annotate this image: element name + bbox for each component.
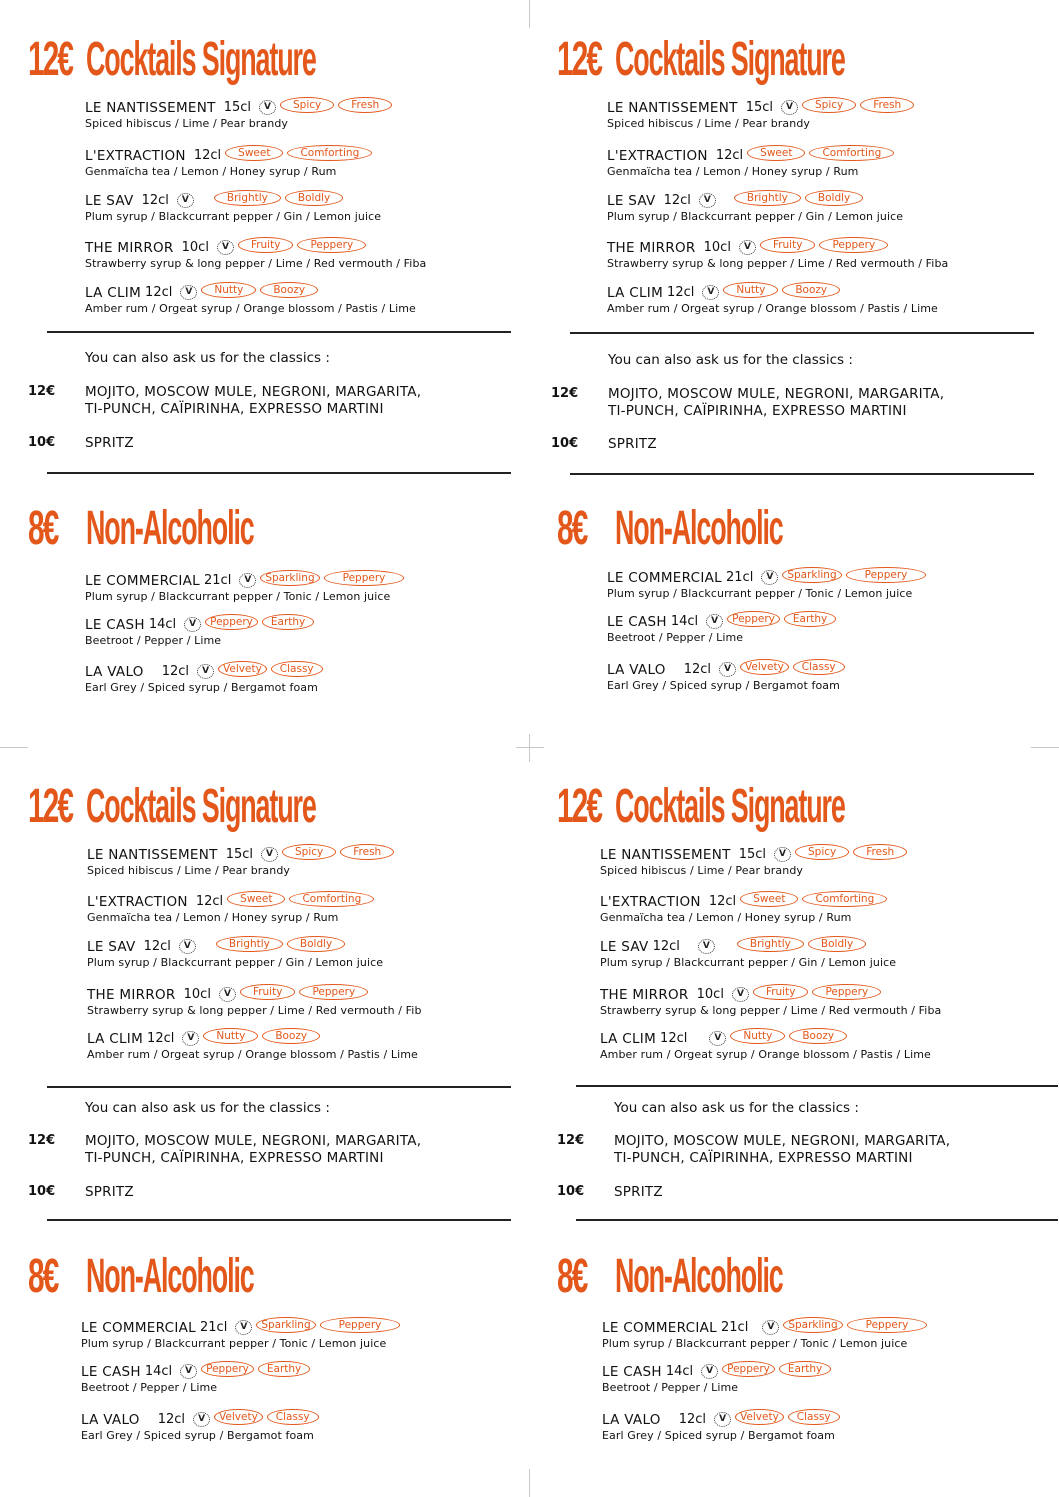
drink-name: LE NANTISSEMENT [85, 99, 216, 116]
drink-volume: 12cl [195, 894, 224, 909]
tag: Sweet [740, 891, 798, 907]
drink-volume: 12cl [660, 1031, 688, 1046]
drink-le-sav [600, 937, 896, 969]
drink-volume: 21cl [204, 573, 232, 588]
tag: Peppery [812, 984, 881, 1000]
drink-volume: 12cl [193, 148, 222, 163]
tag: Sparkling [260, 570, 319, 586]
tag: Sparkling [782, 567, 841, 583]
drink-ingredients: Spiced hibiscus / Lime / Pear brandy [607, 117, 811, 130]
drink-ingredients: Beetroot / Pepper / Lime [607, 631, 744, 644]
drink-name: LA CLIM [607, 284, 664, 301]
tag: Nutty [723, 282, 778, 298]
drink-name: LE COMMERCIAL [607, 569, 722, 586]
drink-name: L'EXTRACTION [85, 147, 186, 164]
drink-l-extraction [600, 892, 887, 924]
classic-price: 10€ [28, 1184, 56, 1199]
non-alcoholic-title: Non-Alcoholic [86, 502, 254, 555]
drink-the-mirror [85, 238, 426, 270]
vegan-icon: V [761, 570, 778, 585]
vegan-icon: V [180, 1364, 197, 1379]
drink-volume: 10cl [703, 240, 731, 255]
drink-volume: 10cl [181, 240, 209, 255]
drink-ingredients: Strawberry syrup & long pepper / Lime / Red vermouth / Fiba [600, 1004, 942, 1017]
drink-ingredients: Genmaïcha tea / Lemon / Honey syrup / Rum [87, 911, 339, 924]
drink-le-nantissement [85, 98, 392, 130]
tag: Boldly [285, 190, 343, 206]
vegan-icon: V [179, 939, 196, 954]
tag: Peppery [324, 570, 405, 586]
tag: Sweet [227, 891, 285, 907]
divider [576, 1219, 1058, 1221]
drink-le-cash [602, 1362, 831, 1394]
tag: Velvety [735, 1409, 784, 1425]
tag: Fruity [238, 237, 294, 253]
tag: Velvety [740, 659, 789, 675]
drink-ingredients: Plum syrup / Blackcurrant pepper / Gin / Lemon juice [600, 956, 897, 969]
tag: Peppery [297, 237, 366, 253]
drink-la-clim [607, 283, 938, 315]
divider [570, 473, 1034, 475]
drink-volume: 12cl [708, 894, 737, 909]
classic-drinks: MOJITO, MOSCOW MULE, NEGRONI, MARGARITA, TI-PUNCH, CAÏPIRINHA, EXPRESSO MARTINI [608, 386, 945, 419]
drink-ingredients: Strawberry syrup & long pepper / Lime / Red vermouth / Fib [87, 1004, 422, 1017]
drink-la-clim [600, 1029, 931, 1061]
tag: Velvety [218, 661, 267, 677]
divider [47, 1086, 511, 1088]
tag: Earthy [784, 611, 836, 627]
vegan-icon: V [709, 1031, 726, 1046]
tag: Peppery [299, 984, 368, 1000]
drink-volume: 10cl [696, 987, 724, 1002]
vegan-icon: V [762, 1320, 779, 1335]
tag: Comforting [809, 145, 894, 161]
classic-price: 12€ [557, 1133, 585, 1148]
drink-ingredients: Genmaïcha tea / Lemon / Honey syrup / Rum [600, 911, 852, 924]
drink-name: LE SAV [607, 192, 656, 209]
tag: Brightly [737, 936, 804, 952]
divider [576, 1085, 1058, 1087]
drink-name: THE MIRROR [85, 239, 174, 256]
non-alcoholic-title: Non-Alcoholic [86, 1250, 254, 1303]
menu-card-top-left [0, 0, 529, 748]
vegan-icon: V [702, 285, 719, 300]
classics-intro: You can also ask us for the classics : [608, 352, 853, 368]
tag: Fresh [338, 97, 392, 113]
drink-volume: 14cl [148, 617, 177, 632]
drink-volume: 12cl [145, 285, 173, 300]
drink-ingredients: Plum syrup / Blackcurrant pepper / Tonic / Lemon juice [602, 1337, 908, 1350]
signature-title: Cocktails Signature [615, 33, 845, 86]
drink-name: LA VALO [607, 661, 666, 678]
drink-volume: 12cl [161, 664, 190, 679]
drink-le-commercial [607, 568, 926, 600]
drink-la-clim [87, 1029, 418, 1061]
tag: Peppery [847, 1317, 928, 1333]
drink-name: LA CLIM [85, 284, 142, 301]
drink-le-commercial [602, 1318, 927, 1350]
tag: Boldly [808, 936, 866, 952]
vegan-icon: V [177, 193, 194, 208]
classic-drinks: SPRITZ [614, 1184, 663, 1200]
classic-price: 10€ [557, 1184, 585, 1199]
drink-name: THE MIRROR [87, 986, 176, 1003]
drink-le-cash [607, 612, 836, 644]
drink-ingredients: Plum syrup / Blackcurrant pepper / Tonic / Lemon juice [81, 1337, 387, 1350]
non-alcoholic-title: Non-Alcoholic [615, 1250, 783, 1303]
drink-le-sav [87, 937, 383, 969]
drink-le-nantissement [87, 845, 394, 877]
drink-name: LA CLIM [87, 1030, 144, 1047]
tag: Classy [271, 661, 323, 677]
vegan-icon: V [714, 1412, 731, 1427]
drink-ingredients: Spiced hibiscus / Lime / Pear brandy [85, 117, 289, 130]
vegan-icon: V [732, 987, 749, 1002]
drink-volume: 12cl [157, 1412, 186, 1427]
vegan-icon: V [774, 847, 791, 862]
tag: Spicy [802, 97, 856, 113]
drink-ingredients: Genmaïcha tea / Lemon / Honey syrup / Rum [607, 165, 859, 178]
drink-ingredients: Plum syrup / Blackcurrant pepper / Tonic / Lemon juice [607, 587, 913, 600]
classic-drinks: MOJITO, MOSCOW MULE, NEGRONI, MARGARITA, TI-PUNCH, CAÏPIRINHA, EXPRESSO MARTINI [614, 1133, 951, 1166]
drink-ingredients: Beetroot / Pepper / Lime [602, 1381, 739, 1394]
drink-ingredients: Plum syrup / Blackcurrant pepper / Gin / Lemon juice [87, 956, 384, 969]
signature-title: Cocktails Signature [615, 780, 845, 833]
divider [570, 332, 1034, 334]
classic-price: 10€ [28, 435, 56, 450]
drink-la-valo [602, 1410, 840, 1442]
tag: Boozy [789, 1028, 847, 1044]
drink-name: L'EXTRACTION [87, 893, 188, 910]
drink-ingredients: Amber rum / Orgeat syrup / Orange blossom / Pastis / Lime [600, 1048, 931, 1061]
non-alcoholic-price: 8€ [28, 502, 58, 555]
drink-la-clim [85, 283, 416, 315]
drink-name: LE NANTISSEMENT [87, 846, 218, 863]
classic-drinks: SPRITZ [85, 1184, 134, 1200]
drink-volume: 21cl [200, 1320, 228, 1335]
drink-name: LE COMMERCIAL [85, 572, 200, 589]
drink-name: LE CASH [81, 1363, 141, 1380]
tag: Earthy [258, 1361, 310, 1377]
drink-name: LA VALO [85, 663, 144, 680]
drink-name: LE NANTISSEMENT [607, 99, 738, 116]
tag: Peppery [201, 1361, 254, 1377]
drink-ingredients: Plum syrup / Blackcurrant pepper / Gin / Lemon juice [607, 210, 904, 223]
drink-volume: 21cl [721, 1320, 749, 1335]
tag: Brightly [216, 936, 283, 952]
drink-ingredients: Spiced hibiscus / Lime / Pear brandy [87, 864, 291, 877]
tag: Brightly [734, 190, 801, 206]
tag: Peppery [320, 1317, 401, 1333]
vegan-icon: V [259, 100, 276, 115]
drink-volume: 12cl [147, 1031, 175, 1046]
vegan-icon: V [235, 1320, 252, 1335]
drink-volume: 12cl [683, 662, 712, 677]
drink-the-mirror [607, 238, 948, 270]
vegan-icon: V [182, 1031, 199, 1046]
classic-price: 12€ [28, 384, 56, 399]
tag: Boozy [262, 1028, 320, 1044]
vegan-icon: V [701, 1364, 718, 1379]
drink-l-extraction [85, 146, 372, 178]
drink-volume: 12cl [667, 285, 695, 300]
drink-name: LE COMMERCIAL [81, 1319, 196, 1336]
vegan-icon: V [781, 100, 798, 115]
drink-volume: 15cl [223, 100, 252, 115]
classics-intro: You can also ask us for the classics : [614, 1100, 859, 1116]
drink-name: LE SAV [85, 192, 134, 209]
tag: Fresh [860, 97, 914, 113]
drink-le-commercial [81, 1318, 400, 1350]
classics-intro: You can also ask us for the classics : [85, 1100, 330, 1116]
drink-volume: 14cl [665, 1364, 694, 1379]
drink-ingredients: Plum syrup / Blackcurrant pepper / Gin / Lemon juice [85, 210, 382, 223]
drink-ingredients: Beetroot / Pepper / Lime [81, 1381, 218, 1394]
drink-volume: 15cl [745, 100, 774, 115]
tag: Sweet [747, 145, 805, 161]
tag: Boldly [805, 190, 863, 206]
classic-drinks: MOJITO, MOSCOW MULE, NEGRONI, MARGARITA, TI-PUNCH, CAÏPIRINHA, EXPRESSO MARTINI [85, 1133, 422, 1166]
tag: Comforting [289, 891, 374, 907]
drink-volume: 12cl [141, 193, 169, 208]
tag: Earthy [262, 614, 314, 630]
drink-ingredients: Strawberry syrup & long pepper / Lime / Red vermouth / Fiba [85, 257, 427, 270]
non-alcoholic-title: Non-Alcoholic [615, 502, 783, 555]
signature-price: 12€ [557, 33, 602, 86]
drink-ingredients: Earl Grey / Spiced syrup / Bergamot foam [602, 1429, 835, 1442]
tag: Sparkling [783, 1317, 842, 1333]
drink-name: LE CASH [602, 1363, 662, 1380]
tag: Fruity [240, 984, 296, 1000]
drink-the-mirror [87, 985, 422, 1017]
tag: Sweet [225, 145, 283, 161]
drink-name: LE NANTISSEMENT [600, 846, 731, 863]
drink-name: THE MIRROR [600, 986, 689, 1003]
drink-volume: 15cl [225, 847, 254, 862]
drink-ingredients: Strawberry syrup & long pepper / Lime / Red vermouth / Fiba [607, 257, 949, 270]
tag: Earthy [779, 1361, 831, 1377]
classic-drinks: SPRITZ [85, 435, 134, 451]
drink-le-sav [85, 191, 381, 223]
tag: Peppery [722, 1361, 775, 1377]
tag: Nutty [730, 1028, 785, 1044]
tag: Fresh [340, 844, 394, 860]
drink-le-sav [607, 191, 903, 223]
drink-name: L'EXTRACTION [607, 147, 708, 164]
divider [47, 472, 511, 474]
menu-card-top-right [529, 0, 1058, 748]
signature-price: 12€ [28, 33, 73, 86]
tag: Comforting [287, 145, 372, 161]
vegan-icon: V [219, 987, 236, 1002]
menu-card-bottom-right [529, 748, 1058, 1496]
tag: Boozy [782, 282, 840, 298]
classic-price: 10€ [551, 436, 579, 451]
drink-le-nantissement [607, 98, 914, 130]
drink-the-mirror [600, 985, 941, 1017]
drink-ingredients: Genmaïcha tea / Lemon / Honey syrup / Rum [85, 165, 337, 178]
divider [47, 331, 511, 333]
drink-le-cash [85, 615, 314, 647]
tag: Spicy [280, 97, 334, 113]
drink-volume: 14cl [670, 614, 699, 629]
tag: Classy [793, 659, 845, 675]
drink-le-cash [81, 1362, 310, 1394]
drink-name: THE MIRROR [607, 239, 696, 256]
drink-name: LE SAV [600, 938, 649, 955]
vegan-icon: V [217, 240, 234, 255]
drink-ingredients: Earl Grey / Spiced syrup / Bergamot foam [607, 679, 840, 692]
tag: Sparkling [256, 1317, 315, 1333]
drink-l-extraction [607, 146, 894, 178]
tag: Spicy [795, 844, 849, 860]
drink-volume: 10cl [183, 987, 211, 1002]
tag: Comforting [802, 891, 887, 907]
drink-name: LE COMMERCIAL [602, 1319, 717, 1336]
divider [47, 1219, 511, 1221]
drink-l-extraction [87, 892, 374, 924]
vegan-icon: V [719, 662, 736, 677]
classic-drinks: SPRITZ [608, 436, 657, 452]
vegan-icon: V [184, 617, 201, 632]
drink-name: LE SAV [87, 938, 136, 955]
vegan-icon: V [698, 939, 715, 954]
tag: Peppery [846, 567, 927, 583]
drink-ingredients: Earl Grey / Spiced syrup / Bergamot foam [85, 681, 318, 694]
tag: Peppery [727, 611, 780, 627]
tag: Nutty [203, 1028, 258, 1044]
drink-ingredients: Plum syrup / Blackcurrant pepper / Tonic / Lemon juice [85, 590, 391, 603]
vegan-icon: V [261, 847, 278, 862]
classic-price: 12€ [551, 386, 579, 401]
classic-drinks: MOJITO, MOSCOW MULE, NEGRONI, MARGARITA, TI-PUNCH, CAÏPIRINHA, EXPRESSO MARTINI [85, 384, 422, 417]
drink-volume: 12cl [678, 1412, 707, 1427]
drink-name: LA VALO [602, 1411, 661, 1428]
drink-volume: 15cl [738, 847, 767, 862]
vegan-icon: V [193, 1412, 210, 1427]
drink-ingredients: Amber rum / Orgeat syrup / Orange blossom / Pastis / Lime [607, 302, 938, 315]
non-alcoholic-price: 8€ [28, 1250, 58, 1303]
drink-volume: 12cl [143, 939, 171, 954]
drink-volume: 21cl [726, 570, 754, 585]
signature-title: Cocktails Signature [86, 780, 316, 833]
tag: Velvety [214, 1409, 263, 1425]
tag: Spicy [282, 844, 336, 860]
tag: Peppery [819, 237, 888, 253]
drink-ingredients: Amber rum / Orgeat syrup / Orange blossom / Pastis / Lime [85, 302, 416, 315]
drink-la-valo [607, 660, 845, 692]
tag: Peppery [205, 614, 258, 630]
drink-ingredients: Earl Grey / Spiced syrup / Bergamot foam [81, 1429, 314, 1442]
tag: Fruity [760, 237, 816, 253]
signature-title: Cocktails Signature [86, 33, 316, 86]
non-alcoholic-price: 8€ [557, 1250, 587, 1303]
drink-name: LA CLIM [600, 1030, 657, 1047]
drink-le-commercial [85, 571, 404, 603]
tag: Classy [788, 1409, 840, 1425]
drink-name: LE CASH [85, 616, 145, 633]
drink-name: LA VALO [81, 1411, 140, 1428]
drink-la-valo [81, 1410, 319, 1442]
drink-volume: 14cl [144, 1364, 173, 1379]
classics-intro: You can also ask us for the classics : [85, 350, 330, 366]
vegan-icon: V [739, 240, 756, 255]
drink-volume: 12cl [652, 939, 680, 954]
drink-ingredients: Spiced hibiscus / Lime / Pear brandy [600, 864, 804, 877]
drink-ingredients: Beetroot / Pepper / Lime [85, 634, 222, 647]
drink-volume: 12cl [663, 193, 691, 208]
drink-volume: 12cl [715, 148, 744, 163]
drink-name: LE CASH [607, 613, 667, 630]
drink-la-valo [85, 662, 323, 694]
drink-le-nantissement [600, 845, 907, 877]
vegan-icon: V [239, 573, 256, 588]
vegan-icon: V [706, 614, 723, 629]
tag: Fresh [853, 844, 907, 860]
drink-name: L'EXTRACTION [600, 893, 701, 910]
tag: Boozy [260, 282, 318, 298]
tag: Nutty [201, 282, 256, 298]
tag: Fruity [753, 984, 809, 1000]
drink-ingredients: Amber rum / Orgeat syrup / Orange blossom / Pastis / Lime [87, 1048, 418, 1061]
tag: Boldly [287, 936, 345, 952]
signature-price: 12€ [557, 780, 602, 833]
tag: Classy [267, 1409, 319, 1425]
vegan-icon: V [197, 664, 214, 679]
non-alcoholic-price: 8€ [557, 502, 587, 555]
classic-price: 12€ [28, 1133, 56, 1148]
signature-price: 12€ [28, 780, 73, 833]
vegan-icon: V [180, 285, 197, 300]
menu-card-bottom-left [0, 748, 529, 1496]
vegan-icon: V [699, 193, 716, 208]
tag: Brightly [214, 190, 281, 206]
